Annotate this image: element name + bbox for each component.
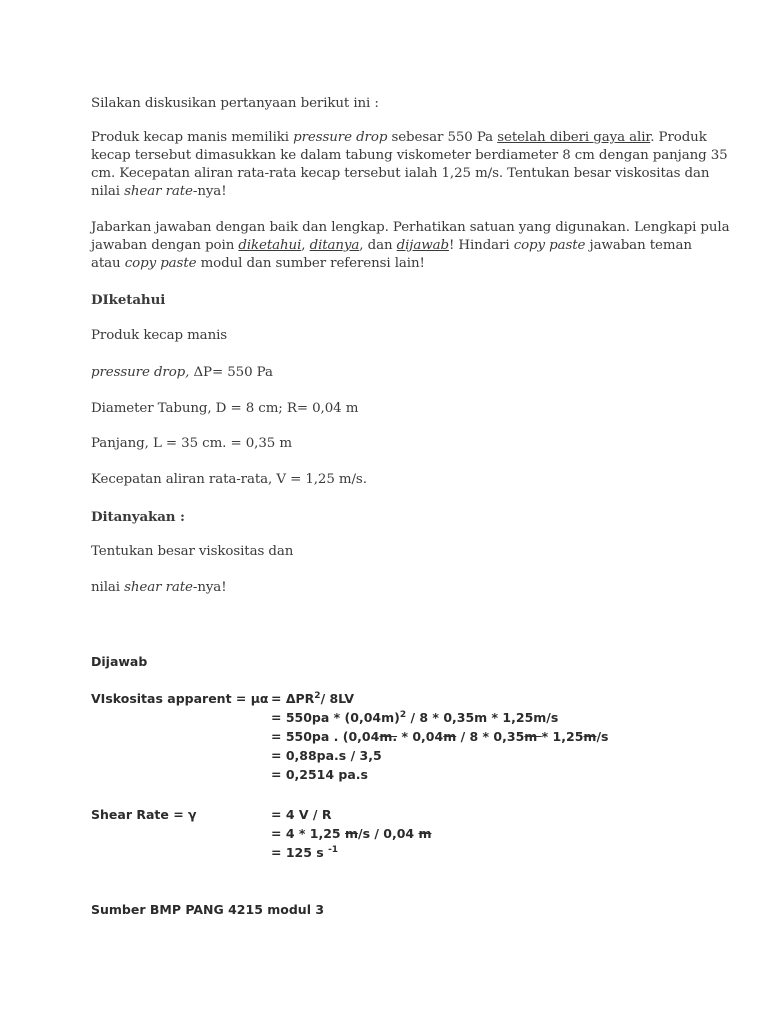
instruction-line-2: jawaban dengan poin diketahui, ditanya, dan dijawab! Hindari copy paste jawaban teman <box>91 238 692 253</box>
diketahui-term: diketahui <box>238 238 302 253</box>
ditanyakan-heading: Ditanyakan : <box>91 509 185 525</box>
underlined-phrase: setelah diberi gaya alir <box>497 130 651 145</box>
question-line-4: nilai shear rate-nya! <box>91 184 227 199</box>
copy-paste-term: copy paste <box>513 238 586 253</box>
shear-rate-result: = 125 s $^{-1}$ <box>271 845 339 860</box>
asked-line-1: Tentukan besar viskositas dan <box>91 544 294 559</box>
viscosity-step-1: = $550pa * (0,04m)^2 / 8 * 0,35m * 1,25m/s$ <box>271 710 559 725</box>
known-item-product: Produk kecap manis <box>91 328 228 343</box>
pressure-drop-term: pressure drop <box>293 130 388 145</box>
known-item-pressure: pressure drop, ΔP= 550 Pa <box>91 365 273 380</box>
instruction-line-3: atau copy paste modul dan sumber referensi lain! <box>91 256 425 271</box>
viscosity-label: VIskositas apparent = μα <box>91 691 269 706</box>
viscosity-step-3: = 0,88pa.s / 3,5 <box>271 748 382 763</box>
intro-text: Silakan diskusikan pertanyaan berikut ini : <box>91 96 379 111</box>
known-item-diameter: Diameter Tabung, D = 8 cm; R= 0,04 m <box>91 401 359 416</box>
copy-paste-term: copy paste <box>124 256 197 271</box>
shear-rate-term: shear rate <box>124 580 193 595</box>
question-line-3: cm. Kecepatan aliran rata-rata kecap tersebut ialah 1,25 m/s. Tentukan besar viskositas dan <box>91 166 710 181</box>
shear-rate-term: shear rate <box>124 184 193 199</box>
question-paragraph <box>91 129 728 201</box>
viscosity-formula: = $\Delta PR^2/$ 8LV <box>271 691 355 706</box>
question-text: Produk kecap manis memiliki <box>91 130 294 145</box>
viscosity-step-2: = 550pa . (0,04m. * 0,04m / 8 * 0,35m * 1,25m/s <box>271 729 609 744</box>
ditanya-term: ditanya <box>309 238 360 253</box>
instruction-line-1: Jabarkan jawaban dengan baik dan lengkap. Perhatikan satuan yang digunakan. Lengkapi pula <box>91 220 730 235</box>
viscosity-result: = 0,2514 pa.s <box>271 767 368 782</box>
known-item-velocity: Kecepatan aliran rata-rata, V = 1,25 m/s. <box>91 472 367 487</box>
asked-line-2: nilai shear rate-nya! <box>91 580 227 595</box>
shear-rate-label: Shear Rate = γ <box>91 807 197 822</box>
shear-rate-formula: = 4 V / R <box>271 807 332 822</box>
dijawab-term: dijawab <box>396 238 449 253</box>
dijawab-heading: Dijawab <box>91 654 148 669</box>
instruction-paragraph <box>91 219 729 273</box>
source-reference: Sumber BMP PANG 4215 modul 3 <box>91 902 325 917</box>
question-text: sebesar 550 Pa <box>387 130 498 145</box>
question-text: . Produk <box>650 130 707 145</box>
question-line-2: kecap tersebut dimasukkan ke dalam tabung viskometer berdiameter 8 cm dengan panjang 35 <box>91 148 728 163</box>
diketahui-heading: DIketahui <box>91 292 166 308</box>
shear-rate-step-1: = 4 * 1,25 m/s / 0,04 m <box>271 826 432 841</box>
question-line-1 <box>91 129 728 147</box>
known-item-length: Panjang, L = 35 cm. = 0,35 m <box>91 436 292 451</box>
